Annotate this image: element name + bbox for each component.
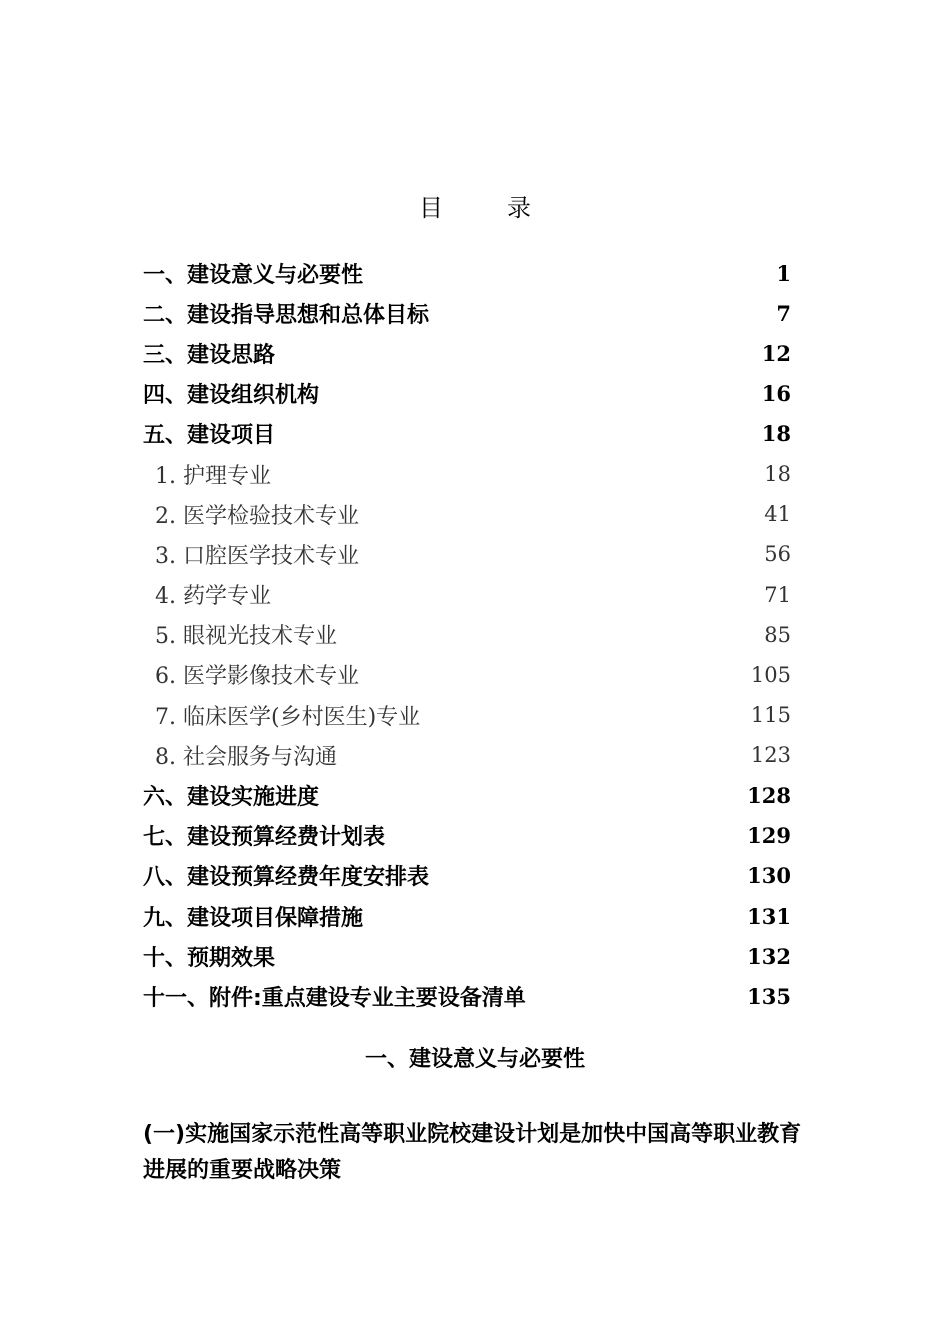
toc-subentry-4[interactable] xyxy=(143,575,791,615)
toc-entry-page: 56 xyxy=(764,542,791,567)
toc-entry-7[interactable] xyxy=(143,816,791,856)
toc-subentry-6[interactable] xyxy=(143,655,791,695)
toc-entry-label: 2. 医学检验技术专业 xyxy=(155,503,359,529)
toc-title-left: 目 xyxy=(419,194,443,222)
toc-entry-9[interactable] xyxy=(143,896,791,936)
table-of-contents xyxy=(143,253,791,1017)
toc-entry-label: 五、建设项目 xyxy=(143,423,276,449)
toc-entry-page: 105 xyxy=(750,662,791,687)
toc-entry-label: 1. 护理专业 xyxy=(155,463,271,489)
toc-entry-label: 8. 社会服务与沟通 xyxy=(155,744,337,770)
toc-entry-page: 71 xyxy=(764,582,791,607)
toc-subentry-8[interactable] xyxy=(143,735,791,775)
toc-entry-page: 1 xyxy=(776,260,791,286)
toc-entry-5[interactable] xyxy=(143,414,791,454)
toc-entry-label: 3. 口腔医学技术专业 xyxy=(155,543,359,569)
toc-entry-10[interactable] xyxy=(143,936,791,976)
toc-entry-page: 131 xyxy=(747,903,791,929)
toc-subentry-5[interactable] xyxy=(143,615,791,655)
subsection-heading: (一)实施国家示范性高等职业院校建设计划是加快中国高等职业教育进展的重要战略决策 xyxy=(143,1122,802,1183)
toc-entry-page: 18 xyxy=(764,462,791,487)
toc-entry-4[interactable] xyxy=(143,374,791,414)
toc-entry-page: 130 xyxy=(747,863,791,889)
toc-entry-6[interactable] xyxy=(143,775,791,815)
toc-entry-8[interactable] xyxy=(143,856,791,896)
toc-entry-page: 123 xyxy=(750,743,791,768)
toc-entry-3[interactable] xyxy=(143,333,791,373)
toc-title xyxy=(0,190,950,226)
toc-entry-page: 16 xyxy=(761,381,791,407)
toc-entry-label: 一、建设意义与必要性 xyxy=(143,262,364,288)
toc-title-right: 录 xyxy=(507,194,531,222)
toc-entry-label: 6. 医学影像技术专业 xyxy=(155,664,359,690)
toc-entry-label: 八、建设预算经费年度安排表 xyxy=(143,865,430,891)
toc-entry-2[interactable] xyxy=(143,293,791,333)
toc-subentry-2[interactable] xyxy=(143,494,791,534)
section-heading-text: 一、建设意义与必要性 xyxy=(364,1047,585,1072)
toc-entry-label: 三、建设思路 xyxy=(143,342,276,368)
toc-entry-page: 135 xyxy=(747,983,791,1009)
toc-entry-page: 18 xyxy=(761,421,791,447)
toc-subentry-7[interactable] xyxy=(143,695,791,735)
toc-entry-label: 7. 临床医学(乡村医生)专业 xyxy=(155,704,421,730)
toc-entry-label: 5. 眼视光技术专业 xyxy=(155,624,337,650)
toc-entry-page: 12 xyxy=(761,340,791,366)
toc-entry-11[interactable] xyxy=(143,976,791,1016)
toc-entry-page: 41 xyxy=(764,502,791,527)
toc-subentry-1[interactable] xyxy=(143,454,791,494)
toc-entry-page: 115 xyxy=(750,703,791,728)
toc-entry-label: 六、建设实施进度 xyxy=(143,785,320,811)
toc-entry-page: 132 xyxy=(747,943,791,969)
toc-entry-page: 7 xyxy=(776,300,791,326)
section-heading xyxy=(0,1043,950,1077)
toc-subentry-3[interactable] xyxy=(143,534,791,574)
toc-entry-label: 十一、附件:重点建设专业主要设备清单 xyxy=(143,985,526,1011)
toc-entry-page: 128 xyxy=(747,783,791,809)
toc-entry-label: 二、建设指导思想和总体目标 xyxy=(143,302,430,328)
toc-entry-label: 七、建设预算经费计划表 xyxy=(143,825,386,851)
toc-entry-1[interactable] xyxy=(143,253,791,293)
toc-entry-label: 4. 药学专业 xyxy=(155,584,271,610)
toc-entry-label: 四、建设组织机构 xyxy=(143,383,320,409)
toc-entry-label: 九、建设项目保障措施 xyxy=(143,905,364,931)
toc-entry-page: 85 xyxy=(764,622,791,647)
toc-entry-label: 十、预期效果 xyxy=(143,945,276,971)
toc-entry-page: 129 xyxy=(747,823,791,849)
